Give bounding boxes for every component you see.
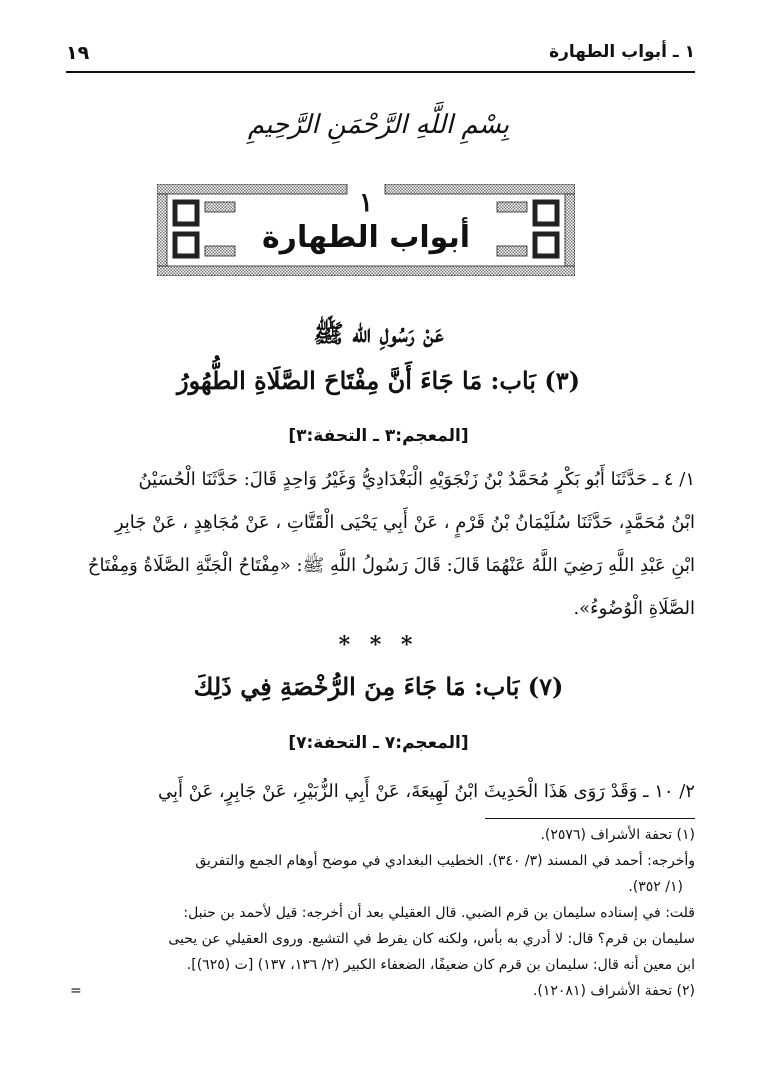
hadith-line: ٢/ ١٠ ـ وَقَدْ رَوَى هَذَا الْحَدِيثَ ابْنُ لَهِيعَةَ، عَنْ أَبِي الزُّبَيْرِ، عَنْ جَابِرٍ، عَنْ أَبِي <box>158 781 695 802</box>
section-heading-1: (٣) بَاب: مَا جَاءَ أَنَّ مِفْتَاحَ الصَّلَاةِ الطُّهُورُ <box>177 366 580 395</box>
footnote-line: سليمان بن قرم؟ قال: لا أدري به بأس، ولكنه كان يفرط في التشيع. وروى العقيلي عن يحيى <box>168 931 695 947</box>
from-line: عَنْ رَسُولِ الله ﷺ <box>313 319 444 348</box>
chapter-number: ١ <box>359 188 373 218</box>
footnote-line: (١) تحفة الأشراف (٢٥٧٦). <box>540 827 695 843</box>
running-title: ١ ـ أبواب الطهارة <box>549 42 695 62</box>
continuation-mark: = <box>70 983 82 999</box>
footnote-text: (٢) تحفة الأشراف (١٢٠٨١). <box>532 983 695 999</box>
section-ref-1: [المعجم:٣ ـ التحفة:٣] <box>288 426 469 446</box>
page-number: ١٩ <box>66 42 90 64</box>
footnotes <box>64 822 695 1004</box>
footnote-line: (١/ ٣٥٢). <box>628 879 683 895</box>
hadith-line: ١/ ٤ ـ حَدَّثَنَا أَبُو بَكْرٍ مُحَمَّدُ بْنُ زَنْجَوَيْهِ الْبَغْدَادِيُّ وَغَيْرُ وَاحِدٍ قَالَ: حَدَّثَنَا الْحُسَيْنُ <box>138 469 695 490</box>
footnote-line: قلت: في إسناده سليمان بن قرم الضبي. قال العقيلي بعد أن أخرجه: قيل لأحمد بن حنبل: <box>183 905 695 921</box>
hadith-line: ابْنِ عَبْدِ اللَّهِ رَضِيَ اللَّهُ عَنْهُمَا قَالَ: قَالَ رَسُولُ اللَّهِ ﷺ: «مِفْتَاحُ الْجَنَّةِ الصَّلَاةُ وَمِفْتَاحُ <box>87 555 695 576</box>
page-header <box>66 40 695 68</box>
chapter-banner <box>157 184 575 276</box>
footnote-rule <box>485 818 695 819</box>
chapter-title: أبواب الطهارة <box>261 220 471 255</box>
footnote-line: ابن معين أنه قال: سليمان بن قرم كان ضعيفًا، الضعفاء الكبير (٢/ ١٣٦، ١٣٧) [ت (٦٢٥)]. <box>186 957 695 973</box>
hadith-line: الصَّلَاةِ الْوُضُوءُ». <box>573 598 695 619</box>
footnote-line <box>64 978 695 1004</box>
footnote-line: وأخرجه: أحمد في المسند (٣/ ٣٤٠). الخطيب البغدادي في موضح أوهام الجمع والتفريق <box>195 853 695 869</box>
section-separator: * * * <box>338 632 419 658</box>
section-ref-2: [المعجم:٧ ـ التحفة:٧] <box>288 733 469 753</box>
hadith-paragraph-2 <box>64 770 695 813</box>
section-heading-2: (٧) بَاب: مَا جَاءَ مِنَ الرُّخْصَةِ فِي ذَلِكَ <box>193 672 564 701</box>
hadith-paragraph-1 <box>64 458 695 630</box>
basmala: بِسْمِ اللَّهِ الرَّحْمَنِ الرَّحِيمِ <box>247 110 510 140</box>
hadith-line: ابْنُ مُحَمَّدٍ، حَدَّثَنَا سُلَيْمَانُ بْنُ قَرْمٍ ، عَنْ أَبِي يَحْيَى الْقَتَّاتِ ، عَنْ مُجَاهِدٍ ، عَنْ جَابِرِ <box>114 512 695 533</box>
header-rule <box>66 71 695 73</box>
